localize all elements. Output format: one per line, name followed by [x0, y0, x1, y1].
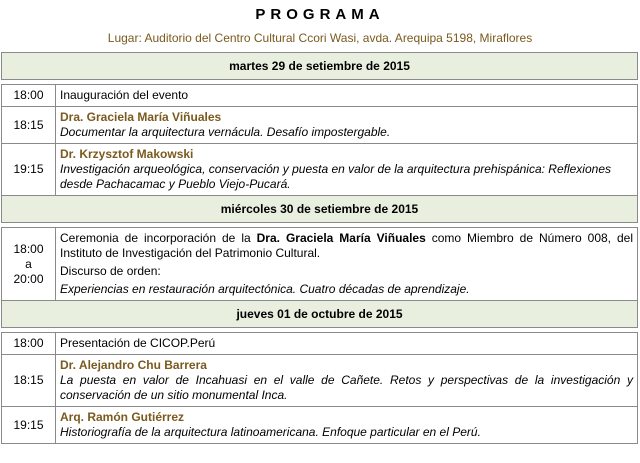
time-end: 20:00: [13, 271, 44, 286]
day-header-1: [2, 53, 638, 80]
day-label: martes 29 de setiembre de 2015: [2, 53, 638, 80]
program-row: [2, 407, 638, 444]
ceremony-text: [60, 231, 633, 261]
speaker-name: Dr. Krzysztof Makowski: [60, 147, 194, 161]
day-header-3: [2, 301, 638, 328]
day-header-2: [2, 196, 638, 223]
talk-title: Investigación arqueológica, conservación y puesta en valor de la arquitectura prehispánica: Reflexiones desde Pachacamac y Pueblo Viejo-Pucará.: [60, 162, 611, 191]
row-text: Inauguración del evento: [56, 85, 638, 107]
row-time: 18:15: [2, 107, 56, 144]
row-text: Presentación de CICOP.Perú: [56, 333, 638, 355]
row-time: 18:15: [2, 355, 56, 407]
discurso-title: Experiencias en restauración arquitectónica. Cuatro décadas de aprendizaje.: [60, 282, 470, 296]
row-time: 19:15: [2, 407, 56, 444]
ceremony-honoree: Dra. Graciela María Viñuales: [256, 231, 426, 245]
talk-title: Historiografía de la arquitectura latinoamericana. Enfoque particular en el Perú.: [60, 425, 481, 439]
day-label: jueves 01 de octubre de 2015: [2, 301, 638, 328]
day-label: miércoles 30 de setiembre de 2015: [2, 196, 638, 223]
program-row: [2, 144, 638, 196]
program-row: [2, 355, 638, 407]
program-row: [2, 333, 638, 355]
time-start: 18:00: [13, 241, 44, 256]
program-table: [1, 52, 638, 444]
speaker-name: Dr. Alejandro Chu Barrera: [60, 358, 207, 372]
program-row: [2, 85, 638, 107]
page-title: PROGRAMA: [255, 6, 385, 23]
ceremony-post: como Miembro de Número 008, del Instituto de Investigación del Patrimonio Cultural.: [60, 231, 633, 260]
discurso-label: Discurso de orden:: [60, 264, 161, 278]
venue-line: Lugar: Auditorio del Centro Cultural Ccori Wasi, avda. Arequipa 5198, Miraflores: [107, 31, 533, 45]
row-time: 18:00: [2, 85, 56, 107]
program-row: [2, 107, 638, 144]
ceremony-pre: Ceremonia de incorporación de la: [60, 231, 257, 245]
talk-title: Documentar la arquitectura vernácula. Desafío impostergable.: [60, 125, 391, 139]
speaker-name: Dra. Graciela María Viñuales: [60, 110, 222, 124]
talk-title: La puesta en valor de Incahuasi en el valle de Cañete. Retos y perspectivas de la investigación y conservación de un sitio monumental Inca.: [60, 373, 633, 402]
speaker-name: Arq. Ramón Gutiérrez: [60, 410, 185, 424]
row-time: 19:15: [2, 144, 56, 196]
row-time: 18:00: [2, 333, 56, 355]
program-row: [2, 228, 638, 301]
time-separator: a: [25, 256, 32, 271]
